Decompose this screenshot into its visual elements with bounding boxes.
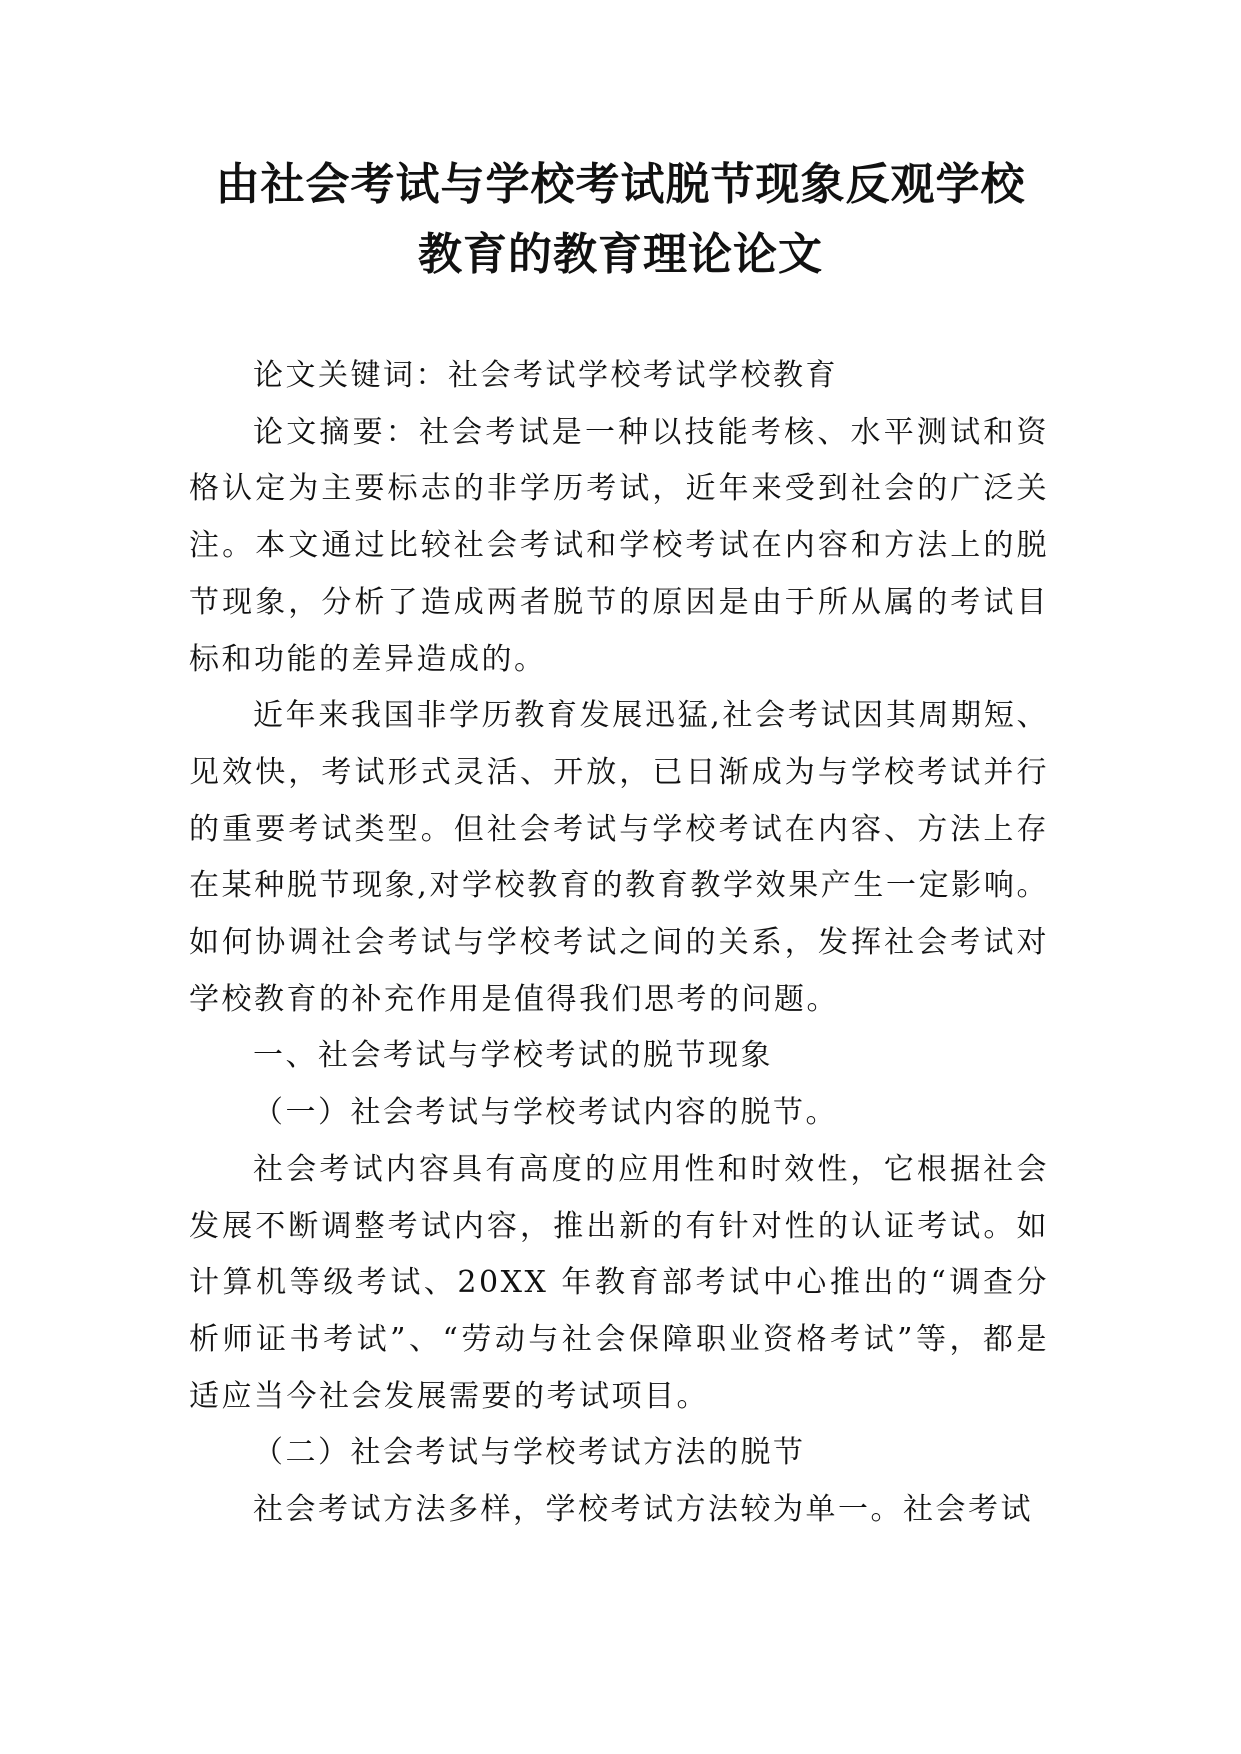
content-paragraph-1: 社会考试内容具有高度的应用性和时效性，它根据社会发展不断调整考试内容，推出新的有针对性的认证考试。如计算机等级考试、20XX 年教育部考试中心推出的“调查分析师证书考试”、“劳动与社会保障职业资格考试”等，都是适应当今社会发展需要的考试项目。	[189, 1151, 1049, 1414]
section-heading-1: 一、社会考试与学校考试的脱节现象	[253, 1038, 773, 1074]
keywords-paragraph: 论文关键词：社会考试学校考试学校教育	[253, 358, 838, 393]
document-title	[150, 150, 1091, 290]
subsection-heading-1: （一）社会考试与学校考试内容的脱节。	[253, 1095, 838, 1131]
subsection-heading-2: （二）社会考试与学校考试方法的脱节	[253, 1435, 806, 1471]
abstract-paragraph: 论文摘要：社会考试是一种以技能考核、水平测试和资格认定为主要标志的非学历考试，近年来受到社会的广泛关注。本文通过比较社会考试和学校考试在内容和方法上的脱节现象，分析了造成两者脱节的原因是由于所从属的考试目标和功能的差异造成的。	[189, 414, 1049, 677]
intro-paragraph: 近年来我国非学历教育发展迅猛,社会考试因其周期短、见效快，考试形式灵活、开放，已日渐成为与学校考试并行的重要考试类型。但社会考试与学校考试在内容、方法上存在某种脱节现象,对学校教育的教育教学效果产生一定影响。如何协调社会考试与学校考试之间的关系，发挥社会考试对学校教育的补充作用是值得我们思考的问题。	[189, 698, 1049, 1017]
content-paragraph-2: 社会考试方法多样，学校考试方法较为单一。社会考试	[253, 1492, 1033, 1528]
title-line-1: 由社会考试与学校考试脱节现象反观学校	[215, 159, 1026, 210]
title-line-2: 教育的教育理论论文	[418, 229, 823, 280]
document-body	[189, 348, 1049, 1539]
